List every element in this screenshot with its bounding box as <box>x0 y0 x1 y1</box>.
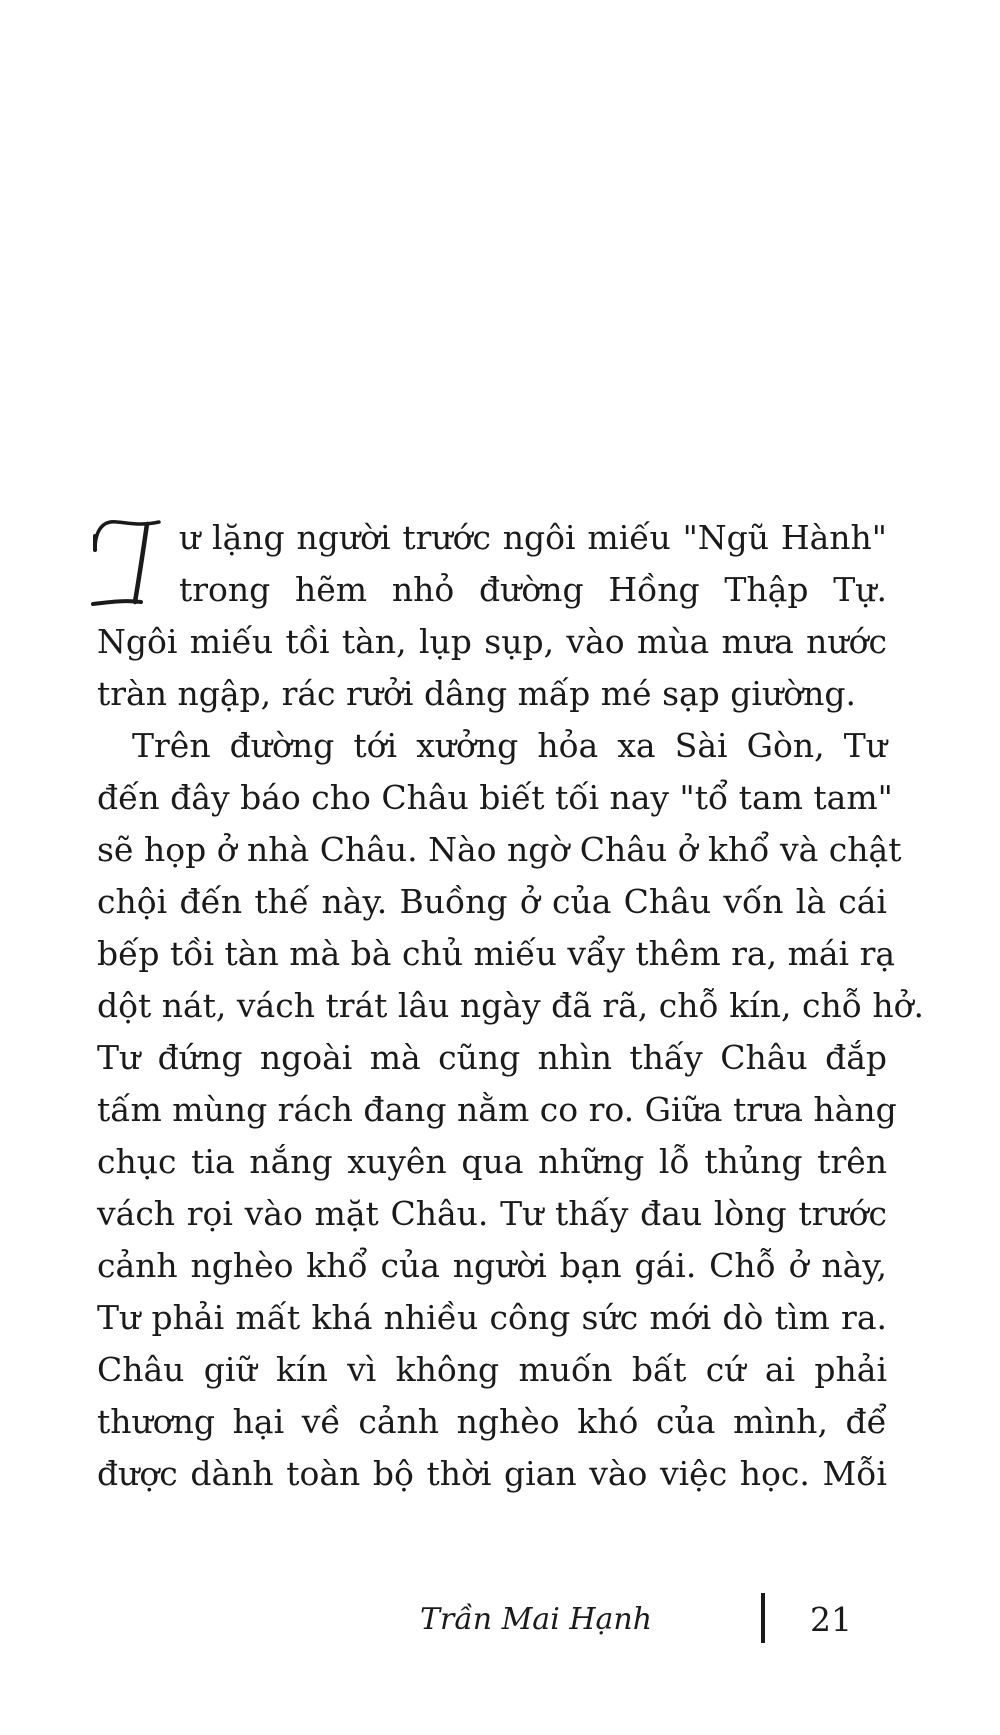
paragraph-2 <box>97 720 925 1500</box>
page-number: 21 <box>810 1600 852 1639</box>
text-line: tấm mùng rách đang nằm co ro. Giữa trưa hàng <box>97 1090 897 1129</box>
text-line: tràn ngập, rác rưởi dâng mấp mé sạp giường. <box>97 674 856 713</box>
text-line: trong hẽm nhỏ đường Hồng Thập Tự. <box>179 570 887 609</box>
text-line: ư lặng người trước ngôi miếu "Ngũ Hành" <box>179 518 887 557</box>
text-line: Ngôi miếu tồi tàn, lụp sụp, vào mùa mưa nước <box>97 622 887 661</box>
text-line: dột nát, vách trát lâu ngày đã rã, chỗ kín, chỗ hở. <box>97 986 925 1025</box>
text-line: đến đây báo cho Châu biết tối nay "tổ tam tam" <box>97 778 893 817</box>
text-line: chục tia nắng xuyên qua những lỗ thủng trên <box>97 1142 887 1181</box>
text-line: sẽ họp ở nhà Châu. Nào ngờ Châu ở khổ và chật <box>97 830 902 869</box>
paragraph-1 <box>97 512 887 720</box>
text-line: chội đến thế này. Buồng ở của Châu vốn là cái <box>97 882 887 921</box>
text-line: được dành toàn bộ thời gian vào việc học. Mỗi <box>97 1454 887 1493</box>
text-line: Châu giữ kín vì không muốn bất cứ ai phải <box>97 1350 887 1389</box>
footer-divider <box>761 1593 765 1643</box>
text-line: Trên đường tới xưởng hỏa xa Sài Gòn, Tư <box>132 726 887 765</box>
svg-text:T: T <box>99 532 100 533</box>
text-line: vách rọi vào mặt Châu. Tư thấy đau lòng trước <box>97 1194 887 1233</box>
text-line: Tư đứng ngoài mà cũng nhìn thấy Châu đắp <box>97 1038 887 1077</box>
running-footer-author: Trần Mai Hạnh <box>420 1602 653 1637</box>
text-line: Tư phải mất khá nhiều công sức mới dò tìm ra. <box>97 1298 887 1337</box>
text-line: cảnh nghèo khổ của người bạn gái. Chỗ ở này, <box>97 1246 887 1285</box>
drop-cap <box>89 512 165 612</box>
body-text <box>97 512 925 1500</box>
text-line: thương hại về cảnh nghèo khó của mình, để <box>97 1402 887 1441</box>
text-line: bếp tồi tàn mà bà chủ miếu vẩy thêm ra, mái rạ <box>97 934 896 973</box>
